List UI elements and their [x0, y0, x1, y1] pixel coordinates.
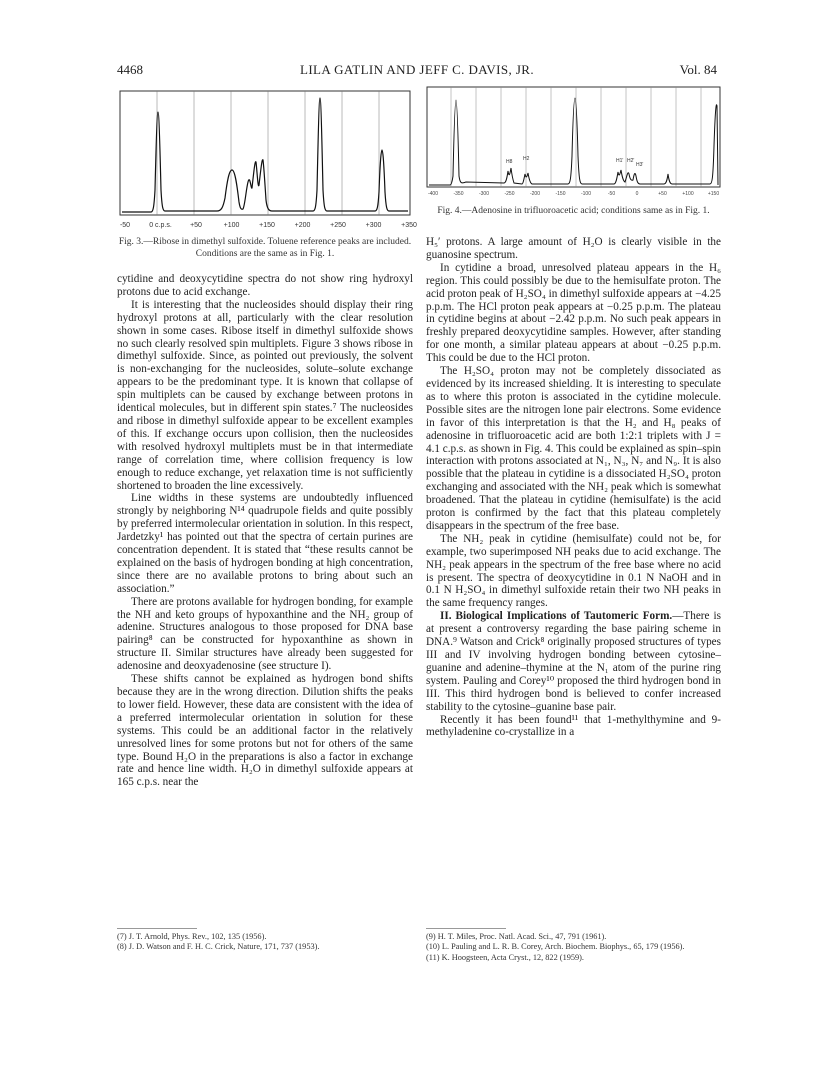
paragraph: Line widths in these systems are undoubtedly influenced strongly by neighboring N¹⁴ quadrupole fields and quite possibly by preferred intermolecular orientation in solution. In this respect, Jardetzky¹ has pointed out that the spectra of certain purines are concentration dependent. It is stated that “these results cannot be explained on the basis of hydrogen bonding at high concentration, since there are no available protons to bring about such an association.” [117, 492, 413, 595]
paragraph: The NH₂ peak in cytidine (hemisulfate) could not be, for example, two superimposed NH peaks due to acid exchange. The NH₂ peak appears in the spectrum of the free base where no acid is present. The spectra of deoxycytidine in 0.1 N NaOH and in 0.1 N H₂SO₄ in dimethyl sulfoxide retain their two NH peaks in the same frequency ranges. [426, 532, 721, 610]
axis-tick-label: -200 [529, 191, 541, 197]
axis-tick-label: -150 [555, 191, 566, 197]
axis-tick-label: -300 [478, 191, 490, 197]
axis-tick-label: +100 [223, 222, 240, 229]
figure-3-caption: Fig. 3.—Ribose in dimethyl sulfoxide. Toluene reference peaks are included. Conditions are the same as in Fig. 1. [118, 237, 412, 259]
fig4-peak-label: H1' [616, 158, 624, 164]
figure-4-spectrum [426, 86, 721, 201]
axis-tick-label: +150 [259, 222, 275, 229]
figure-3-spectrum [117, 90, 417, 233]
axis-tick-label: 0 [635, 191, 639, 197]
reference: (7) J. T. Arnold, Phys. Rev., 102, 135 (1956). [117, 932, 267, 941]
axis-tick-label: -100 [580, 191, 592, 197]
fig4-peak-label: H3' [636, 162, 644, 168]
page-header [117, 62, 717, 78]
axis-tick-label: +100 [682, 191, 694, 197]
axis-tick-label: -50 [607, 191, 616, 197]
paragraph: It is interesting that the nucleosides should display their ring hydroxyl protons at all, particularly with the clear resolution shown in some cases. Ribose itself in dimethyl sulfoxide shows no such clearly resolved spin multiplets. Figure 3 shows ribose in dimethyl sulfoxide. Since, as pointed out previously, the solvent is non-exchanging for the nucleosides, solute–solute exchange appears to be the predominant type. It is known that collapse of spin multiplets can be caused by exchange between protons in identical molecules, but in different spin states.⁷ The nucleosides and ribose in dimethyl sulfoxide appear to be excellent examples of this. If exchange occurs upon collision, then the nucleosides with resolved hydroxyl multiplets must be in that intermediate range of correlation time, where collision frequency is low enough to reduce exchange, yet relaxation time is not sufficiently shortened to broaden the line excessively. [117, 298, 413, 492]
axis-tick-label: +50 [658, 191, 667, 197]
paragraph-text: —There is at present a controversy regarding the base pairing scheme in DNA.⁹ Watson and Crick⁸ originally proposed structures of types III and IV involving hydrogen bonding between cytosine–guanine and adenine–thymine at the N₁ atom of the purine ring system. Pauling and Corey¹⁰ proposed the third hydrogen bond in III. This third hydrogen bond is believed to confer increased stability to the cytosine–guanine base pair. [426, 610, 722, 713]
fig4-peak-label: H8 [506, 159, 513, 165]
reference: (10) L. Pauling and L. R. B. Corey, Arch. Biochem. Biophys., 65, 179 (1956). [426, 942, 685, 952]
figure-4-caption: Fig. 4.—Adenosine in trifluoroacetic acid; conditions same as in Fig. 1. [437, 206, 710, 216]
axis-tick-label: -250 [504, 191, 515, 197]
axis-tick-label: +350 [401, 222, 417, 229]
paragraph: H₅′ protons. A large amount of H₂O is clearly visible in the guanosine spectrum. [426, 236, 721, 261]
section-heading: II. Biological Implications of Tautomeric Form. [440, 610, 673, 623]
paragraph: cytidine and deoxycytidine spectra do not show ring hydroxyl protons due to acid exchange. [117, 273, 413, 298]
axis-tick-label: +300 [365, 222, 382, 229]
axis-tick-label: -50 [119, 222, 131, 229]
page-number: 4468 [117, 62, 143, 77]
footnotes-right [426, 932, 721, 963]
paragraph-with-heading [426, 610, 721, 713]
fig4-peak-label: H2' [627, 158, 635, 164]
paragraph: The H₂SO₄ proton may not be completely dissociated as evidenced by its increased shielding. It is interesting to speculate as to where this proton is associated in the cytidine molecule. Possible sites are the nitrogen lone pair electrons. Some evidence in favor of this interpretation is that the H₂ and H₈ peaks of adenosine in trifluoroacetic acid are both 1:2:1 triplets with J = 4.1 c.p.s. as shown in Fig. 4. This could be explained as spin–spin interaction with protons associated at N₁, N₃, N₇ and N₉. It is also possible that the plateau in cytidine is a dissociated H₂SO₄ proton exchanging and associated with the NH₂ peak which is somewhat broadened. That the plateau in cytidine (hemisulfate) is the acid proton is confirmed by the fact that this plateau completely disappears in the spectrum of the free base. [426, 365, 721, 532]
reference: (9) H. T. Miles, Proc. Natl. Acad. Sci., 47, 791 (1961). [426, 932, 607, 941]
right-text-column [426, 236, 721, 739]
left-text-column [117, 273, 413, 789]
paragraph: Recently it has been found¹¹ that 1-methylthymine and 9-methyladenine co-crystallize in a [426, 713, 721, 739]
axis-tick-label: +200 [294, 222, 311, 229]
axis-tick-label: 0 c.p.s. [149, 222, 172, 229]
running-authors: LILA GATLIN AND JEFF C. DAVIS, JR. [299, 62, 535, 77]
footnote-divider [117, 928, 197, 929]
footnote-divider [426, 928, 506, 929]
paragraph: These shifts cannot be explained as hydrogen bond shifts because they are in the wrong direction. Dilution shifts the peaks to lower field. However, these data are consistent with the idea of a preferred intermolecular orientation in solution for these systems. This could be an additional factor in the relatively unresolved lines for some protons but not for others of the same type. Bound H₂O in the preparations is also a factor in exchange rate and hence line width. H₂O in dimethyl sulfoxide appears at 165 c.p.s. near the [117, 673, 413, 789]
paragraph: In cytidine a broad, unresolved plateau appears in the H₆ region. This could possibly be due to the hemisulfate proton. The acid proton peak of H₂SO₄ in dimethyl sulfoxide appears at −4.25 p.p.m. The HCl proton peak appears at −0.25 p.p.m. The plateau in cytidine begins at about −2.42 p.p.m. No such peak appears in freshly prepared deoxycytidine samples. However, after standing for one month, a similar plateau appears at about −0.25 p.p.m. This could be due to the HCl proton. [426, 261, 721, 365]
axis-tick-label: +150 [707, 191, 720, 197]
reference: (11) K. Hoogsteen, Acta Cryst., 12, 822 (1959). [426, 952, 585, 962]
fig4-peak-label: H2 [523, 156, 530, 162]
axis-tick-label: -400 [427, 191, 439, 197]
axis-tick-label: -350 [453, 191, 464, 197]
paragraph: There are protons available for hydrogen bonding, for example the NH and keto groups of hypoxanthine and the NH₂ group of adenine. Structures analogous to those proposed for DNA base pairing⁸ can be constructed for hypoxanthine as shown in structure II. Similar structures have already been suggested for adenosine and deoxyadenosine (see structure I). [117, 595, 413, 673]
volume-label: Vol. 84 [679, 62, 717, 77]
footnotes-left [117, 932, 413, 953]
axis-tick-label: +250 [330, 222, 346, 229]
reference: (8) J. D. Watson and F. H. C. Crick, Nature, 171, 737 (1953). [117, 942, 320, 952]
axis-tick-label: +50 [190, 222, 202, 229]
